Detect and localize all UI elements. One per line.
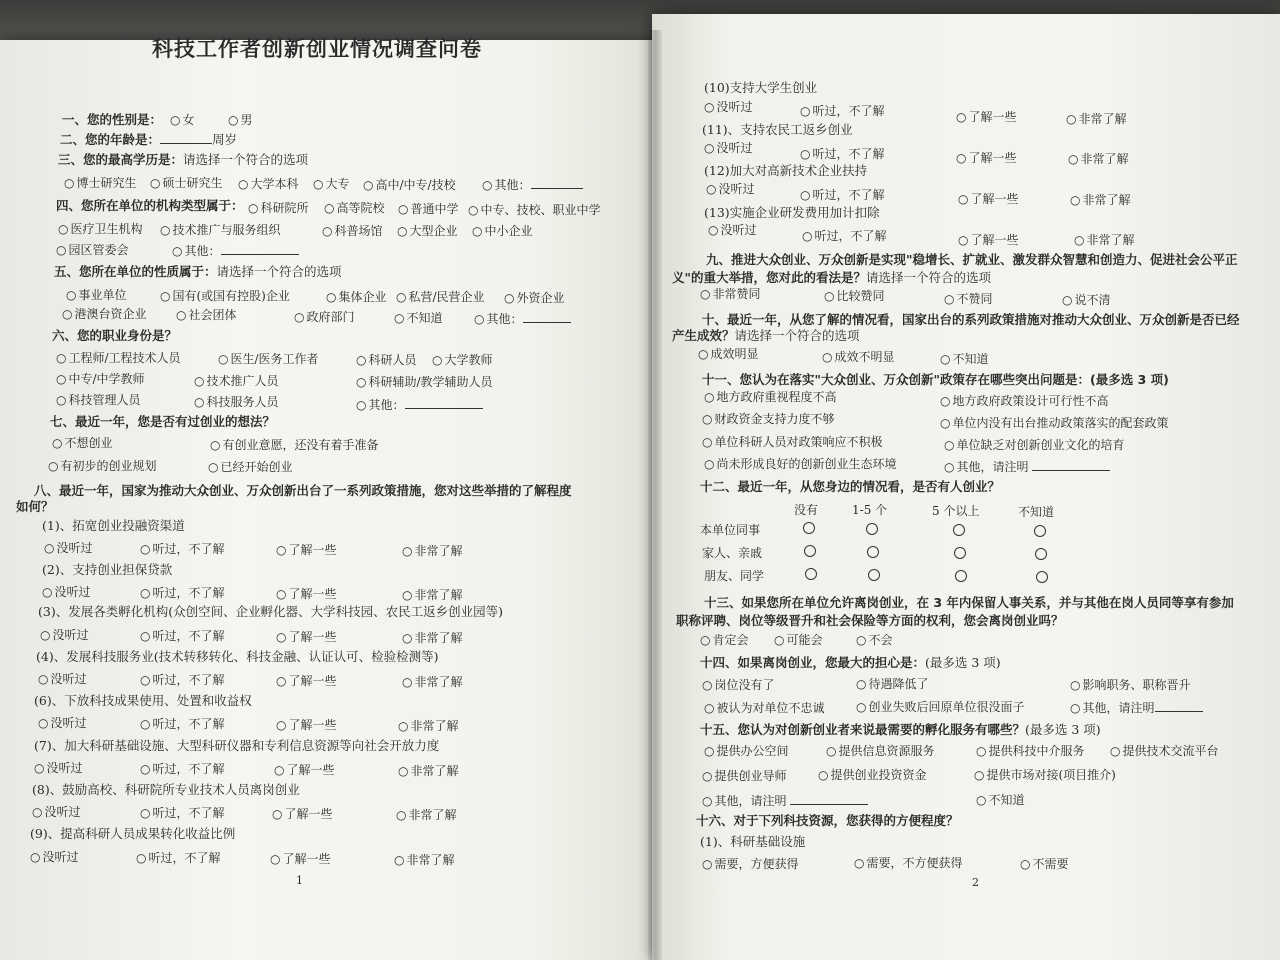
q8-6-option[interactable]: ○ 没听过 bbox=[38, 715, 87, 731]
q4-option[interactable]: ○ 园区管委会 bbox=[56, 242, 129, 258]
q5-option[interactable]: ○ 社会团体 bbox=[176, 307, 237, 323]
q8-4-option[interactable]: ○ 没听过 bbox=[38, 671, 87, 687]
q5-option[interactable]: ○ 外资企业 bbox=[504, 290, 565, 306]
q4-option-other[interactable]: ○ 其他： bbox=[172, 243, 299, 259]
q9-option[interactable]: ○ 非常赞同 bbox=[700, 286, 761, 302]
q8-1-option[interactable]: ○ 了解一些 bbox=[276, 542, 337, 558]
q7-option[interactable]: ○ 已经开始创业 bbox=[208, 459, 293, 475]
q1-option-female[interactable]: ○ 女 bbox=[170, 112, 195, 128]
q15-option[interactable]: ○ 提供办公空间 bbox=[704, 743, 789, 759]
survey-title: 科技工作者创新创业情况调查问卷 bbox=[152, 37, 482, 61]
q8-13-option[interactable]: ○ 非常了解 bbox=[1074, 232, 1135, 248]
q9-line2 bbox=[672, 270, 991, 286]
q9-hint: 请选择一个符合的选项 bbox=[866, 270, 992, 285]
q8-3-option[interactable]: ○ 没听过 bbox=[40, 627, 89, 643]
q4-label: 四、您所在单位的机构类型属于： bbox=[56, 198, 244, 213]
q12-radio[interactable] bbox=[866, 523, 878, 535]
q12-radio[interactable] bbox=[868, 569, 880, 581]
q8-item-8: (8)、鼓励高校、科研院所专业技术人员离岗创业 bbox=[32, 782, 300, 797]
q8-10-option[interactable]: ○ 听过，不了解 bbox=[800, 103, 885, 119]
q3-option[interactable]: ○ 硕士研究生 bbox=[150, 175, 223, 191]
q14-line bbox=[700, 655, 1001, 671]
q8-12-option[interactable]: ○ 了解一些 bbox=[958, 191, 1019, 207]
q3-option[interactable]: ○ 大专 bbox=[313, 176, 350, 192]
q10-line2 bbox=[672, 328, 860, 344]
q8-4-option[interactable]: ○ 了解一些 bbox=[276, 673, 337, 689]
q14-label: 十四、如果离岗创业，您最大的担心是： bbox=[700, 655, 926, 670]
q12-radio[interactable] bbox=[867, 546, 879, 558]
q8-item-10: (10)支持大学生创业 bbox=[704, 80, 818, 95]
q12-radio[interactable] bbox=[1035, 548, 1047, 560]
q8-8-option[interactable]: ○ 听过，不了解 bbox=[140, 805, 225, 821]
q8-6-option[interactable]: ○ 非常了解 bbox=[398, 718, 459, 734]
q15-hint: (最多选 3 项) bbox=[1025, 722, 1101, 737]
q4-option[interactable]: ○ 中专、技校、职业中学 bbox=[468, 202, 601, 218]
page-number-2: 2 bbox=[972, 876, 979, 889]
q8-2-option[interactable]: ○ 非常了解 bbox=[402, 587, 463, 603]
q3-hint: 请选择一个符合的选项 bbox=[183, 152, 309, 167]
q10-label-cont: 产生成效？ bbox=[672, 328, 735, 343]
q9-option[interactable]: ○ 比较赞同 bbox=[824, 288, 885, 304]
q6-option[interactable]: ○ 医生/医务工作者 bbox=[218, 351, 319, 367]
q8-7-option[interactable]: ○ 了解一些 bbox=[274, 762, 335, 778]
q8-8-option[interactable]: ○ 没听过 bbox=[32, 804, 81, 820]
q3-option[interactable]: ○ 大学本科 bbox=[238, 176, 299, 192]
q11-option-other[interactable]: ○ 其他，请注明 bbox=[944, 459, 1110, 475]
q15-option[interactable]: ○ 提供市场对接(项目推介) bbox=[974, 767, 1116, 783]
q8-8-option[interactable]: ○ 非常了解 bbox=[396, 807, 457, 823]
page-fold bbox=[648, 30, 662, 960]
q8-13-option[interactable]: ○ 听过，不了解 bbox=[802, 228, 887, 244]
q4-option[interactable]: ○ 中小企业 bbox=[472, 223, 533, 239]
q10-option[interactable]: ○ 不知道 bbox=[940, 351, 989, 367]
q7-option[interactable]: ○ 有创业意愿，还没有着手准备 bbox=[210, 437, 379, 453]
q15-option[interactable]: ○ 提供科技中介服务 bbox=[976, 743, 1085, 759]
q5-option[interactable]: ○ 国有(或国有控股)企业 bbox=[160, 288, 290, 304]
q4-option[interactable]: ○ 普通中学 bbox=[398, 201, 459, 217]
q8-item-9: (9)、提高科研人员成果转化收益比例 bbox=[30, 826, 236, 841]
q15-option[interactable]: ○ 提供信息资源服务 bbox=[826, 743, 935, 759]
q2-label: 二、您的年龄是： bbox=[60, 132, 161, 147]
q8-2-option[interactable]: ○ 了解一些 bbox=[276, 586, 337, 602]
q8-4-option[interactable]: ○ 听过，不了解 bbox=[140, 672, 225, 688]
q13-option[interactable]: ○ 不会 bbox=[856, 632, 893, 648]
q3-line bbox=[58, 152, 308, 168]
q8-item-7: (7)、加大科研基础设施、大型科研仪器和专利信息资源等向社会开放力度 bbox=[34, 738, 440, 753]
q8-10-option[interactable]: ○ 了解一些 bbox=[956, 109, 1017, 125]
q12-radio[interactable] bbox=[953, 524, 965, 536]
q8-item-12: (12)加大对高新技术企业扶持 bbox=[704, 163, 868, 178]
q15-label: 十五、您认为对创新创业者来说最需要的孵化服务有哪些？ bbox=[700, 722, 1026, 737]
q6-option[interactable]: ○ 科研辅助/教学辅助人员 bbox=[356, 374, 493, 390]
q16-option[interactable]: ○ 不需要 bbox=[1020, 856, 1069, 872]
q1-option-male[interactable]: ○ 男 bbox=[228, 112, 253, 128]
q8-4-option[interactable]: ○ 非常了解 bbox=[402, 674, 463, 690]
q16-item-1: (1)、科研基础设施 bbox=[700, 834, 806, 849]
q5-hint: 请选择一个符合的选项 bbox=[216, 264, 342, 279]
q6-option-other[interactable]: ○ 其他： bbox=[356, 397, 483, 413]
q10-option[interactable]: ○ 成效不明显 bbox=[822, 349, 895, 365]
q9-label-cont: 义"的重大举措，您对此的看法是？ bbox=[672, 270, 867, 285]
q8-1-option[interactable]: ○ 听过，不了解 bbox=[140, 541, 225, 557]
q5-label: 五、您所在单位的性质属于： bbox=[54, 264, 217, 279]
q10-option[interactable]: ○ 成效明显 bbox=[698, 346, 759, 362]
q8-item-13: (13)实施企业研发费用加计扣除 bbox=[704, 205, 880, 220]
q2-line bbox=[60, 132, 237, 148]
q5-option-other[interactable]: ○ 其他： bbox=[474, 311, 571, 327]
q8-7-option[interactable]: ○ 听过，不了解 bbox=[140, 761, 225, 777]
q11-option[interactable]: ○ 地方政府政策设计可行性不高 bbox=[940, 393, 1109, 409]
q7-option[interactable]: ○ 不想创业 bbox=[52, 435, 113, 451]
q11-option[interactable]: ○ 财政资金支持力度不够 bbox=[702, 411, 835, 427]
q6-option[interactable]: ○ 科技服务人员 bbox=[194, 394, 279, 410]
q13-option[interactable]: ○ 可能会 bbox=[774, 632, 823, 648]
q8-item-3: (3)、发展各类孵化机构(众创空间、企业孵化器、大学科技园、农民工返乡创业园等) bbox=[38, 604, 503, 619]
q10-label: 十、最近一年，从您了解的情况看，国家出台的系列政策措施对推动大众创业、万众创新是否已经 bbox=[702, 312, 1240, 327]
q5-option[interactable]: ○ 事业单位 bbox=[66, 287, 127, 303]
q8-9-option[interactable]: ○ 了解一些 bbox=[270, 851, 331, 867]
q14-option[interactable]: ○ 影响职务、职称晋升 bbox=[1070, 677, 1191, 693]
q8-label-cont: 如何？ bbox=[16, 499, 54, 514]
q14-hint: (最多选 3 项) bbox=[925, 655, 1001, 670]
q11-option[interactable]: ○ 尚未形成良好的创新创业生态环境 bbox=[704, 456, 897, 472]
q4-option[interactable]: ○ 医疗卫生机构 bbox=[58, 221, 143, 237]
q12-radio[interactable] bbox=[804, 545, 816, 557]
q8-12-option[interactable]: ○ 听过，不了解 bbox=[800, 187, 885, 203]
q6-option[interactable]: ○ 大学教师 bbox=[432, 352, 493, 368]
q8-8-option[interactable]: ○ 了解一些 bbox=[272, 806, 333, 822]
q8-item-6: (6)、下放科技成果使用、处置和收益权 bbox=[34, 693, 252, 708]
q7-option[interactable]: ○ 有初步的创业规划 bbox=[48, 458, 157, 474]
q9-label: 九、推进大众创业、万众创新是实现"稳增长、扩就业、激发群众智慧和创造力、促进社会公平正 bbox=[706, 252, 1238, 267]
q15-option-other[interactable]: ○ 其他，请注明 bbox=[702, 793, 868, 809]
q11-option[interactable]: ○ 单位缺乏对创新创业文化的培育 bbox=[944, 437, 1125, 453]
q4-option[interactable]: ○ 高等院校 bbox=[324, 200, 385, 216]
q10-hint: 请选择一个符合的选项 bbox=[734, 328, 860, 343]
q8-item-2: (2)、支持创业担保贷款 bbox=[42, 562, 173, 577]
q14-option[interactable]: ○ 岗位没有了 bbox=[702, 677, 775, 693]
q8-10-option[interactable]: ○ 非常了解 bbox=[1066, 111, 1127, 127]
q8-1-option[interactable]: ○ 非常了解 bbox=[402, 543, 463, 559]
q11-option[interactable]: ○ 单位科研人员对政策响应不积极 bbox=[702, 434, 883, 450]
q12-radio[interactable] bbox=[805, 568, 817, 580]
page-number-1: 1 bbox=[296, 874, 303, 887]
q8-9-option[interactable]: ○ 没听过 bbox=[30, 849, 79, 865]
q5-option[interactable]: ○ 不知道 bbox=[394, 310, 443, 326]
q11-option[interactable]: ○ 单位内没有出台推动政策落实的配套政策 bbox=[940, 415, 1169, 431]
q12-radio[interactable] bbox=[803, 522, 815, 534]
q3-option[interactable]: ○ 博士研究生 bbox=[64, 175, 137, 191]
q8-7-option[interactable]: ○ 非常了解 bbox=[398, 763, 459, 779]
q8-label: 八、最近一年，国家为推动大众创业、万众创新出台了一系列政策措施，您对这些举措的了解程度 bbox=[34, 483, 572, 498]
q8-13-option[interactable]: ○ 没听过 bbox=[708, 222, 757, 238]
q5-option[interactable]: ○ 港澳台资企业 bbox=[62, 306, 147, 322]
q8-11-option[interactable]: ○ 非常了解 bbox=[1068, 151, 1129, 167]
q8-10-option[interactable]: ○ 没听过 bbox=[704, 99, 753, 115]
q6-option[interactable]: ○ 科技管理人员 bbox=[56, 392, 141, 408]
q8-12-option[interactable]: ○ 没听过 bbox=[706, 181, 755, 197]
q12-col-1-5: 1-5 个 bbox=[852, 503, 888, 517]
q8-11-option[interactable]: ○ 了解一些 bbox=[956, 150, 1017, 166]
q15-option[interactable]: ○ 提供技术交流平台 bbox=[1110, 743, 1219, 759]
q15-option[interactable]: ○ 提供创业导师 bbox=[702, 768, 787, 784]
q4-option[interactable]: ○ 科研院所 bbox=[248, 200, 309, 216]
q15-line bbox=[700, 722, 1101, 738]
q8-6-option[interactable]: ○ 了解一些 bbox=[276, 717, 337, 733]
q12-radio[interactable] bbox=[954, 547, 966, 559]
q8-item-11: (11)、支持农民工返乡创业 bbox=[702, 122, 853, 137]
q12-col-unknown: 不知道 bbox=[1018, 505, 1055, 519]
q6-option[interactable]: ○ 工程师/工程技术人员 bbox=[56, 350, 181, 366]
q8-11-option[interactable]: ○ 听过，不了解 bbox=[800, 146, 885, 162]
q8-item-4: (4)、发展科技服务业(技术转移转化、科技金融、认证认可、检验检测等) bbox=[36, 649, 439, 664]
q12-row-friends: 朋友、同学 bbox=[704, 569, 765, 583]
q9-option[interactable]: ○ 说不清 bbox=[1062, 292, 1111, 308]
q12-col-5plus: 5 个以上 bbox=[932, 504, 980, 518]
q12-row-colleagues: 本单位同事 bbox=[700, 523, 761, 537]
q8-3-option[interactable]: ○ 了解一些 bbox=[276, 629, 337, 645]
q13-label: 十三、如果您所在单位允许离岗创业，在 3 年内保留人事关系，并与其他在岗人员同等享有参加 bbox=[704, 595, 1234, 610]
q12-col-none: 没有 bbox=[794, 503, 819, 517]
q15-option[interactable]: ○ 不知道 bbox=[976, 792, 1025, 808]
q8-1-option[interactable]: ○ 没听过 bbox=[44, 540, 93, 556]
q8-9-option[interactable]: ○ 非常了解 bbox=[394, 852, 455, 868]
q14-option[interactable]: ○ 待遇降低了 bbox=[856, 676, 929, 692]
q16-option[interactable]: ○ 需要，不方便获得 bbox=[854, 855, 963, 871]
q8-3-option[interactable]: ○ 非常了解 bbox=[402, 630, 463, 646]
q5-line bbox=[54, 264, 342, 280]
q5-option[interactable]: ○ 私营/民营企业 bbox=[396, 289, 485, 305]
q13-option[interactable]: ○ 肯定会 bbox=[700, 632, 749, 648]
q11-label: 十一、您认为在落实"大众创业、万众创新"政策存在哪些突出问题是：(最多选 3 项) bbox=[702, 372, 1169, 387]
q2-unit: 周岁 bbox=[212, 132, 238, 147]
q8-2-option[interactable]: ○ 听过，不了解 bbox=[140, 585, 225, 601]
q11-option[interactable]: ○ 地方政府重视程度不高 bbox=[704, 389, 837, 405]
q8-7-option[interactable]: ○ 没听过 bbox=[34, 760, 83, 776]
q3-label: 三、您的最高学历是： bbox=[58, 152, 184, 167]
q13-label-cont: 职称评聘、岗位等级晋升和社会保险等方面的权利，您会离岗创业吗？ bbox=[676, 613, 1064, 628]
q7-label: 七、最近一年，您是否有过创业的想法？ bbox=[50, 414, 276, 429]
q4-option[interactable]: ○ 大型企业 bbox=[397, 223, 458, 239]
q16-label: 十六、对于下列科技资源，您获得的方便程度？ bbox=[696, 813, 959, 828]
q8-13-option[interactable]: ○ 了解一些 bbox=[958, 232, 1019, 248]
q6-option[interactable]: ○ 科研人员 bbox=[356, 352, 417, 368]
q6-label: 六、您的职业身份是？ bbox=[52, 328, 178, 343]
q8-3-option[interactable]: ○ 听过，不了解 bbox=[140, 628, 225, 644]
q12-radio[interactable] bbox=[1036, 571, 1048, 583]
q12-row-family: 家人、亲戚 bbox=[702, 546, 763, 560]
q4-option[interactable]: ○ 技术推广与服务组织 bbox=[160, 222, 281, 238]
q8-9-option[interactable]: ○ 听过，不了解 bbox=[136, 850, 221, 866]
q3-option-other[interactable]: ○ 其他： bbox=[482, 177, 583, 193]
q14-option[interactable]: ○ 被认为对单位不忠诚 bbox=[704, 700, 825, 716]
q1-label: 一、您的性别是： bbox=[62, 112, 163, 127]
q4-option[interactable]: ○ 科普场馆 bbox=[322, 223, 383, 239]
q6-option[interactable]: ○ 技术推广人员 bbox=[194, 373, 279, 389]
q8-12-option[interactable]: ○ 非常了解 bbox=[1070, 192, 1131, 208]
q12-radio[interactable] bbox=[955, 570, 967, 582]
q12-label: 十二、最近一年，从您身边的情况看，是否有人创业？ bbox=[700, 479, 1001, 494]
q12-radio[interactable] bbox=[1034, 525, 1046, 537]
q15-option[interactable]: ○ 提供创业投资资金 bbox=[818, 767, 927, 783]
q8-11-option[interactable]: ○ 没听过 bbox=[704, 140, 753, 156]
q14-option[interactable]: ○ 创业失败后回原单位很没面子 bbox=[856, 699, 1025, 715]
q14-option-other[interactable]: ○ 其他，请注明 bbox=[1070, 700, 1203, 716]
q6-option[interactable]: ○ 中专/中学教师 bbox=[56, 371, 145, 387]
q9-option[interactable]: ○ 不赞同 bbox=[944, 291, 993, 307]
q3-option[interactable]: ○ 高中/中专/技校 bbox=[363, 177, 456, 193]
q16-option[interactable]: ○ 需要，方便获得 bbox=[702, 856, 799, 872]
q8-item-1: (1)、拓宽创业投融资渠道 bbox=[42, 518, 185, 533]
q8-6-option[interactable]: ○ 听过，不了解 bbox=[140, 716, 225, 732]
q8-2-option[interactable]: ○ 没听过 bbox=[42, 584, 91, 600]
age-input[interactable] bbox=[160, 132, 212, 144]
q5-option[interactable]: ○ 集体企业 bbox=[326, 289, 387, 305]
q5-option[interactable]: ○ 政府部门 bbox=[294, 309, 355, 325]
